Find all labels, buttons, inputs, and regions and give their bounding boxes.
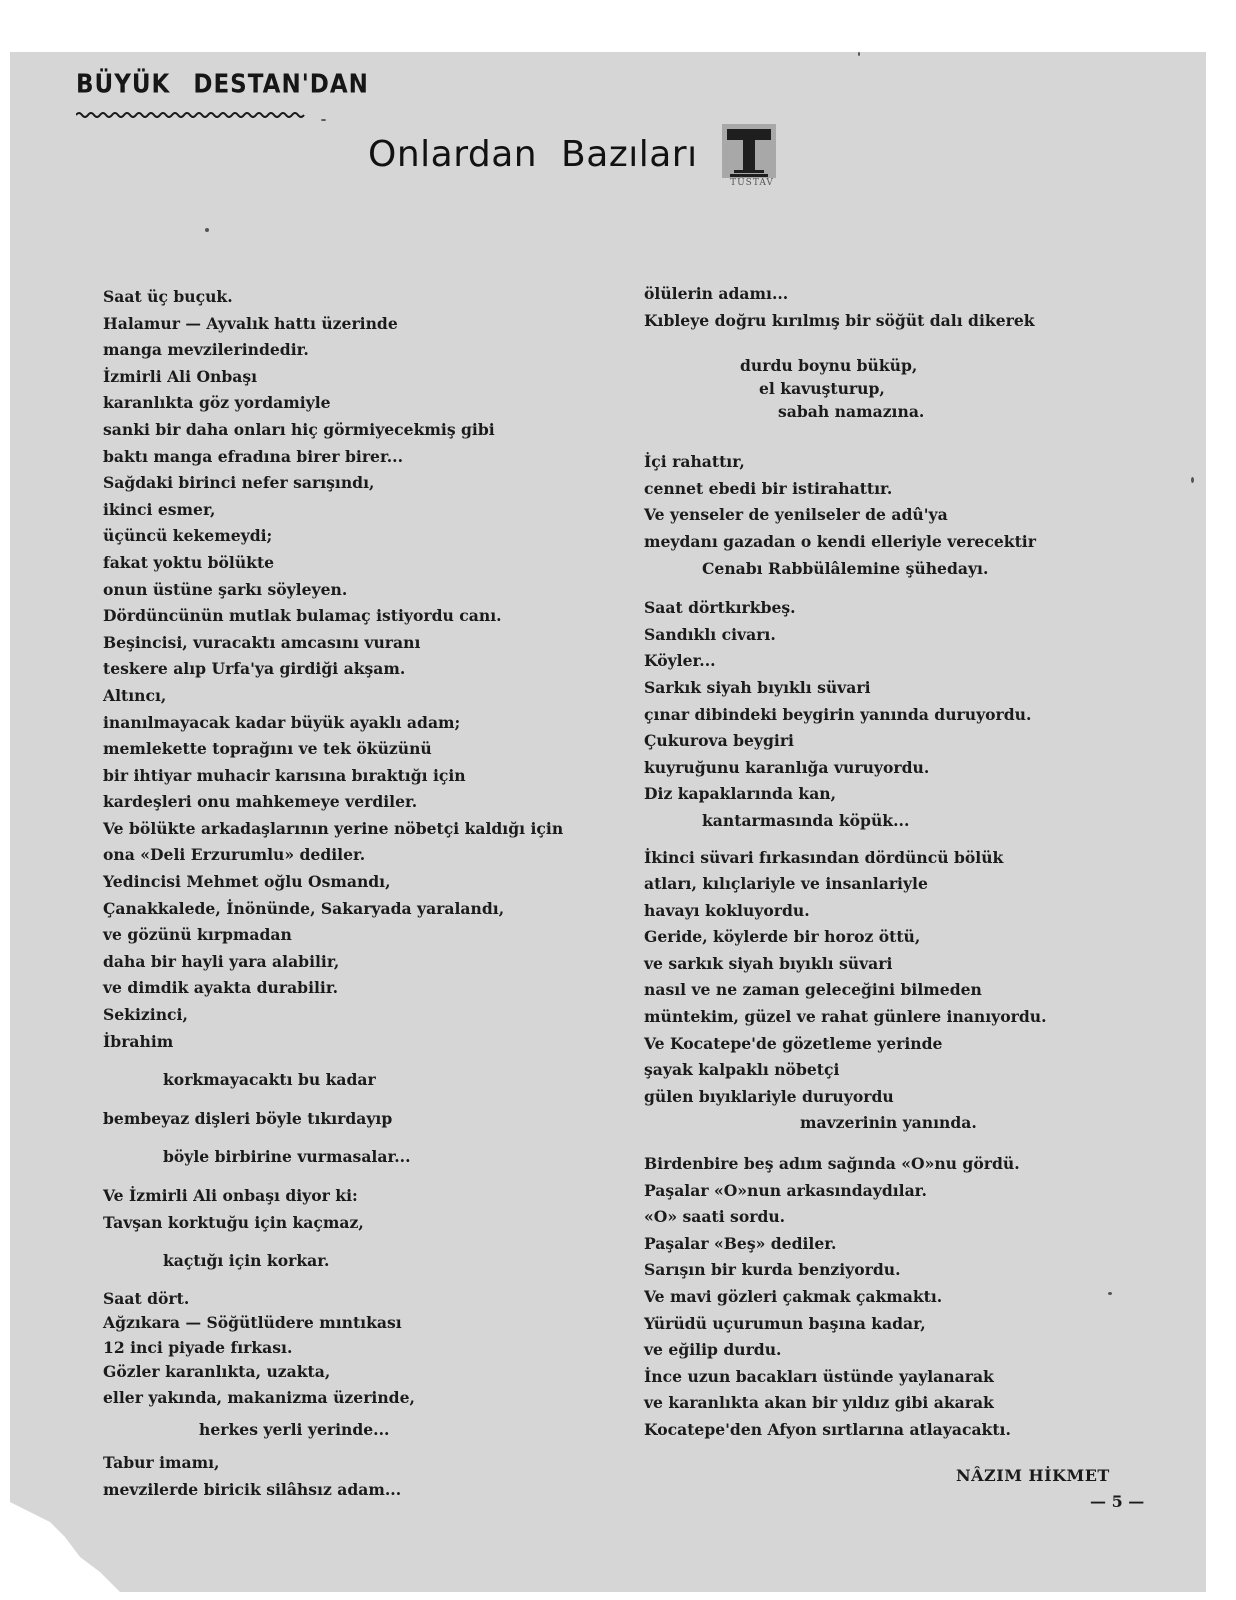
poem-line: çınar dibindeki beygirin yanında duruyordu. — [644, 704, 1032, 724]
scan-speck — [205, 228, 209, 232]
poem-line: baktı manga efradına birer birer... — [103, 446, 404, 466]
poem-line: şayak kalpaklı nöbetçi — [644, 1060, 840, 1080]
poem-line: sabah namazına. — [778, 402, 925, 422]
poem-line: ölülerin adamı... — [644, 284, 789, 303]
poem-line: Ve yenseler de yenilseler de adû'ya — [644, 505, 948, 525]
poem-line: Tavşan korktuğu için kaçmaz, — [103, 1212, 364, 1232]
poem-line: ve gözünü kırpmadan — [103, 925, 292, 945]
poem-line: İkinci süvari fırkasından dördüncü bölük — [644, 847, 1004, 867]
poem-line: karanlıkta göz yordamiyle — [103, 393, 331, 413]
poem-line: Diz kapaklarında kan, — [644, 784, 837, 804]
poem-line: İzmirli Ali Onbaşı — [103, 366, 258, 386]
poem-line: ona «Deli Erzurumlu» dediler. — [103, 845, 366, 865]
poem-line: gülen bıyıklariyle duruyordu — [644, 1086, 894, 1106]
page-number: — 5 — — [1090, 1492, 1145, 1511]
poem-line: kardeşleri onu mahkemeye verdiler. — [103, 792, 418, 812]
poem-line: fakat yoktu bölükte — [103, 552, 275, 572]
poem-line: memlekette toprağını ve tek öküzünü — [103, 739, 432, 759]
poem-title: Onlardan Bazıları — [368, 134, 698, 175]
poem-line: kuyruğunu karanlığa vuruyordu. — [644, 757, 930, 777]
section-label: BÜYÜK DESTAN'DAN — [76, 70, 369, 100]
torn-corner — [10, 1462, 150, 1592]
poem-line: Ve bölükte arkadaşlarının yerine nöbetçi kaldığı için — [103, 818, 564, 838]
poem-line: Çanakkalede, İnönünde, Sakaryada yaralandı, — [103, 898, 505, 918]
poem-line: Saat dörtkırkbeş. — [644, 598, 796, 618]
poem-line: ve dimdik ayakta durabilir. — [103, 978, 339, 998]
poem-line: eller yakında, makanizma üzerinde, — [103, 1387, 415, 1407]
magazine-page — [10, 52, 1206, 1592]
poem-line: İnce uzun bacakları üstünde yaylanarak — [644, 1366, 994, 1386]
poem-line: Çukurova beygiri — [644, 731, 794, 751]
poem-line: 12 inci piyade fırkası. — [103, 1337, 293, 1357]
poem-line: daha bir hayli yara alabilir, — [103, 951, 340, 971]
poem-line: kantarmasında köpük... — [702, 810, 910, 830]
poem-line: Saat üç buçuk. — [103, 287, 233, 306]
poem-line: el kavuşturup, — [759, 379, 885, 399]
poem-line: müntekim, güzel ve rahat günlere inanıyordu. — [644, 1007, 1047, 1027]
poem-line: Beşincisi, vuracaktı amcasını vuranı — [103, 632, 421, 652]
poem-line: Ağzıkara — Söğütlüdere mıntıkası — [103, 1312, 402, 1332]
poem-line: Cenabı Rabbülâlemine şühedayı. — [702, 558, 989, 578]
poem-line: meydanı gazadan o kendi elleriyle verecektir — [644, 531, 1036, 551]
scan-speck — [1108, 1292, 1112, 1295]
author-signature: NÂZIM HİKMET — [956, 1466, 1110, 1485]
poem-line: onun üstüne şarkı söyleyen. — [103, 579, 348, 599]
poem-line: Kocatepe'den Afyon sırtlarına atlayacaktı. — [644, 1419, 1011, 1439]
poem-line: Ve Kocatepe'de gözetleme yerinde — [644, 1033, 943, 1053]
poem-line: Yürüdü uçurumun başına kadar, — [644, 1313, 926, 1333]
poem-line: Saat dört. — [103, 1288, 190, 1308]
poem-line: manga mevzilerindedir. — [103, 340, 309, 360]
poem-line: sanki bir daha onları hiç görmiyecekmiş gibi — [103, 419, 495, 439]
scan-speck — [858, 52, 860, 56]
poem-line: havayı kokluyordu. — [644, 900, 810, 920]
poem-line: Paşalar «Beş» dediler. — [644, 1233, 837, 1253]
poem-line: Geride, köylerde bir horoz öttü, — [644, 927, 921, 947]
poem-line: atları, kılıçlariyle ve insanlariyle — [644, 874, 928, 894]
poem-line: Yedincisi Mehmet oğlu Osmandı, — [103, 872, 391, 892]
poem-line: mevzilerde biricik silâhsız adam... — [103, 1479, 402, 1499]
poem-line: Birdenbire beş adım sağında «O»nu gördü. — [644, 1154, 1020, 1174]
poem-line: üçüncü kekemeydi; — [103, 526, 273, 546]
poem-line: Sandıklı civarı. — [644, 624, 776, 644]
scan-speck — [321, 119, 326, 121]
poem-line: Ve mavi gözleri çakmak çakmaktı. — [644, 1287, 943, 1306]
poem-line: inanılmayacak kadar büyük ayaklı adam; — [103, 712, 461, 732]
poem-line: Halamur — Ayvalık hattı üzerinde — [103, 313, 398, 333]
poem-line: Gözler karanlıkta, uzakta, — [103, 1361, 331, 1381]
poem-line: ikinci esmer, — [103, 499, 216, 519]
poem-line: Ve İzmirli Ali onbaşı diyor ki: — [103, 1186, 358, 1205]
logo-caption: TÜSTAV — [730, 178, 774, 188]
poem-line: Paşalar «O»nun arkasındaydılar. — [644, 1180, 927, 1200]
poem-line: Sarkık siyah bıyıklı süvari — [644, 677, 871, 697]
poem-line: durdu boynu büküp, — [740, 356, 918, 376]
poem-right-column — [644, 281, 1204, 1444]
poem-line: «O» saati sordu. — [644, 1207, 786, 1227]
poem-line: Kıbleye doğru kırılmış bir söğüt dalı dikerek — [644, 310, 1035, 330]
poem-line: Altıncı, — [103, 685, 167, 705]
poem-line: kaçtığı için korkar. — [163, 1251, 330, 1271]
poem-line: Sağdaki birinci nefer sarışındı, — [103, 473, 375, 493]
poem-line: mavzerinin yanında. — [800, 1113, 977, 1133]
poem-line: ve eğilip durdu. — [644, 1340, 782, 1360]
poem-line: Dördüncünün mutlak bulamaç istiyordu canı. — [103, 606, 502, 626]
poem-line: Sarışın bir kurda benziyordu. — [644, 1260, 901, 1280]
poem-line: Köyler... — [644, 651, 716, 671]
tustav-logo-icon — [722, 124, 776, 186]
poem-line: bir ihtiyar muhacir karısına bıraktığı için — [103, 765, 466, 785]
poem-line: İçi rahattır, — [644, 452, 745, 472]
scan-speck — [1191, 477, 1194, 483]
poem-line: İbrahim — [103, 1031, 174, 1051]
poem-left-column — [103, 284, 603, 1503]
poem-line: Tabur imamı, — [103, 1452, 220, 1472]
poem-line: ve sarkık siyah bıyıklı süvari — [644, 953, 893, 973]
poem-line: Sekizinci, — [103, 1005, 188, 1025]
poem-line: teskere alıp Urfa'ya girdiği akşam. — [103, 659, 406, 679]
poem-line: böyle birbirine vurmasalar... — [163, 1147, 411, 1167]
poem-line: korkmayacaktı bu kadar — [163, 1070, 376, 1090]
wavy-underline — [76, 110, 306, 120]
poem-line: nasıl ve ne zaman geleceğini bilmeden — [644, 980, 982, 1000]
poem-line: herkes yerli yerinde... — [199, 1420, 390, 1440]
poem-line: bembeyaz dişleri böyle tıkırdayıp — [103, 1108, 393, 1128]
poem-line: cennet ebedi bir istirahattır. — [644, 478, 893, 498]
poem-line: ve karanlıkta akan bir yıldız gibi akarak — [644, 1393, 994, 1413]
